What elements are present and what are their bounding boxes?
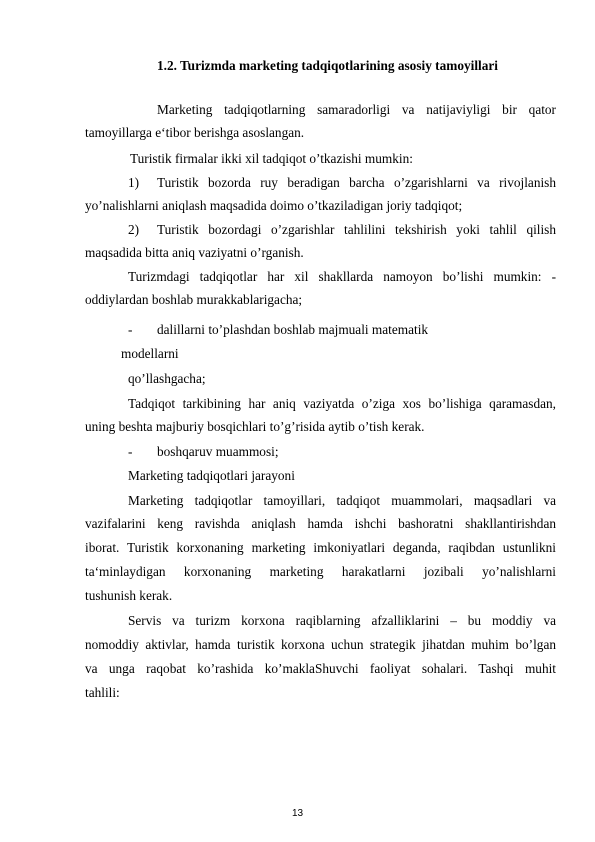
paragraph-line: vazifalarini keng ravishda aniqlash hamda ishchi bashoratni shakllantirishdan <box>85 516 556 531</box>
paragraph-line: Turistik firmalar ikki xil tadqiqot o’tkazishi mumkin: <box>130 151 413 166</box>
list-dash: - <box>128 444 133 459</box>
paragraph-line: iborat. Turistik korxonaning marketing imkoniyatlari deganda, raqibdan ustunlikni <box>85 540 556 555</box>
page-number: 13 <box>291 808 304 819</box>
list-item-line: qo’llashgacha; <box>128 371 206 386</box>
paragraph-line: va unga raqobat ko’rashida ko’maklaShuvchi faoliyat sohalari. Tashqi muhit <box>85 661 556 676</box>
paragraph-line: Marketing tadqiqotlar tamoyillari, tadqiqot muammolari, maqsadlari va <box>128 493 556 508</box>
list-dash: - <box>128 322 133 337</box>
paragraph-line: tamoyillarga e‘tibor berishga asoslangan. <box>85 125 305 140</box>
paragraph-line: ta‘minlaydigan korxonaning marketing harakatlarni jozibali yo’nalishlarni <box>85 564 556 579</box>
paragraph-line: tahlili: <box>85 685 120 700</box>
list-item-line: maqsadida bitta aniq vaziyatni o’rganish. <box>85 245 304 260</box>
list-item-line: Turistik bozordagi o’zgarishlar tahlilini tekshirish yoki tahlil qilish <box>157 222 556 237</box>
list-number: 2) <box>128 222 140 237</box>
paragraph-line: nomoddiy aktivlar, hamda turistik korxona uchun strategik jihatdan muhim bo’lgan <box>85 637 556 652</box>
paragraph-line: Turizmdagi tadqiqotlar har xil shakllarda namoyon bo’lishi mumkin: - <box>128 269 556 284</box>
paragraph-line: tushunish kerak. <box>85 588 173 603</box>
list-item-line: yo’nalishlarni aniqlash maqsadida doimo o’tkaziladigan joriy tadqiqot; <box>85 198 463 213</box>
list-number: 1) <box>128 175 140 190</box>
list-item-line: dalillarni to’plashdan boshlab majmuali matematik <box>157 322 429 337</box>
paragraph-line: oddiylardan boshlab murakkablarigacha; <box>85 292 303 307</box>
list-item-line: modellarni <box>121 346 179 361</box>
paragraph-line: Servis va turizm korxona raqiblarning afzalliklarini – bu moddiy va <box>128 613 556 628</box>
list-item-line: boshqaruv muammosi; <box>157 444 279 459</box>
list-item-line: Turistik bozorda ruy beradigan barcha o’zgarishlarni va rivojlanish <box>157 175 556 190</box>
section-title: 1.2. Turizmda marketing tadqiqotlarining asosiy tamoyillari <box>157 58 498 73</box>
paragraph-line: Marketing tadqiqotlari jarayoni <box>128 468 295 483</box>
paragraph-line: Marketing tadqiqotlarning samaradorligi va natijaviyligi bir qator <box>157 102 556 117</box>
paragraph-line: Tadqiqot tarkibining har aniq vaziyatda o’ziga xos bo’lishiga qaramasdan, <box>128 396 556 411</box>
paragraph-line: uning beshta majburiy bosqichlari to’g’risida aytib o’tish kerak. <box>85 419 425 434</box>
